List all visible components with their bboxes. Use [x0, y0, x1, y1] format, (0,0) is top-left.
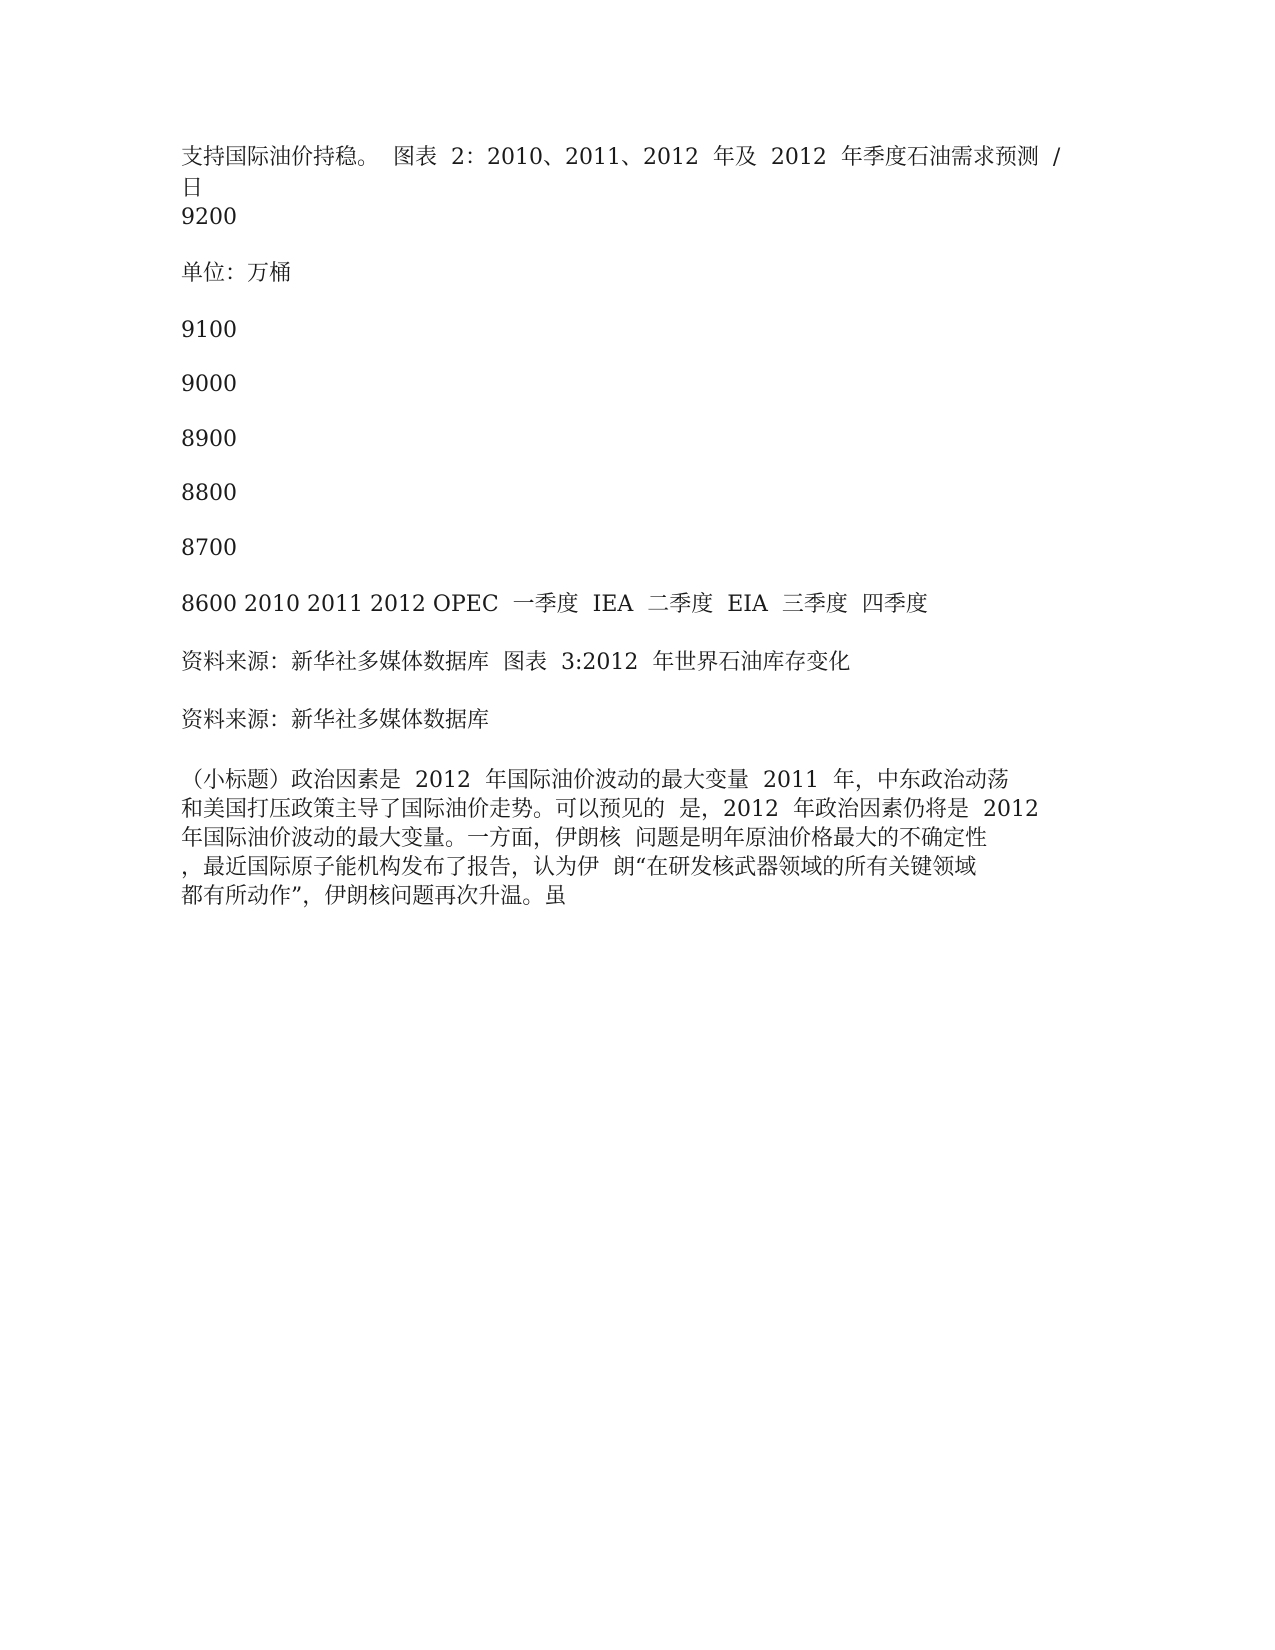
unit-label: 单位：万桶 [181, 261, 292, 286]
source-line-1: 资料来源：新华社多媒体数据库 图表 3:2012 年世界石油库存变化 [181, 650, 851, 675]
axis-value-9000: 9000 [181, 372, 237, 397]
paragraph-line: 都有所动作”，伊朗核问题再次升温。虽 [181, 884, 567, 909]
paragraph-line: 年国际油价波动的最大变量。一方面，伊朗核 问题是明年原油价格最大的不确定性 [181, 826, 987, 851]
paragraph-line: ，最近国际原子能机构发布了报告，认为伊 朗“在研发核武器领域的所有关键领域 [181, 855, 977, 880]
intro-line-1: 支持国际油价持稳。 图表 2：2010、2011、2012 年及 2012 年季度石油需求预测 / [181, 145, 1061, 170]
source-line-2: 资料来源：新华社多媒体数据库 [181, 708, 490, 733]
axis-value-8800: 8800 [181, 481, 237, 506]
paragraph-line: 和美国打压政策主导了国际油价走势。可以预见的 是，2012 年政治因素仍将是 2012 [181, 797, 1039, 822]
axis-value-8900: 8900 [181, 427, 237, 452]
axis-bottom-row: 8600 2010 2011 2012 OPEC 一季度 IEA 二季度 EIA 三季度 四季度 [181, 592, 928, 617]
paragraph-line: （小标题）政治因素是 2012 年国际油价波动的最大变量 2011 年，中东政治动荡 [181, 768, 1009, 793]
intro-line-2: 日 [181, 176, 204, 201]
body-paragraph [181, 766, 1081, 911]
axis-value-9200: 9200 [181, 205, 237, 230]
axis-value-8700: 8700 [181, 536, 237, 561]
axis-value-9100: 9100 [181, 318, 237, 343]
